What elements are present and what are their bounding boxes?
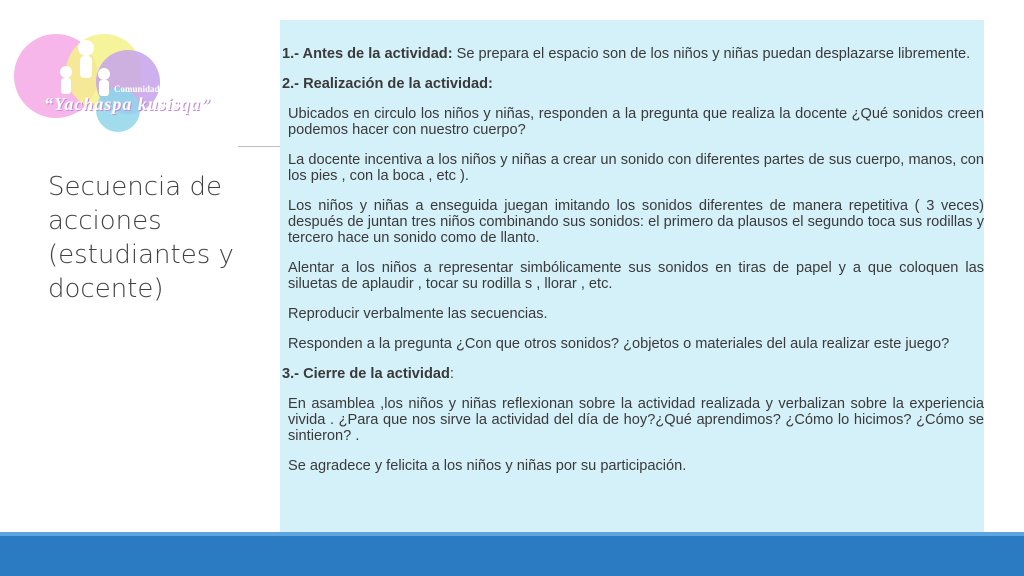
section-3-colon: : [449,366,454,382]
section-2-paragraph-4: Alentar a los niños a representar simbólicamente sus sonidos en tiras de papel y a que coloquen las siluetas de aplaudir , tocar su rodilla s , llorar , etc. [288,260,984,292]
title-divider [238,146,282,147]
section-3-heading-line [282,366,984,382]
section-2-paragraph-5: Reproducir verbalmente las secuencias. [288,306,548,322]
section-3-paragraph-2: Se agradece y felicita a los niños y niñas por su participación. [288,458,687,474]
section-2-paragraph-3: Los niños y niñas a enseguida juegan imitando los sonidos diferentes de manera repetitiva ( 3 veces) después de juntan tres niños combinando sus sonidos: el primero da plausos el segundo toca sus rodillas y tercero hace un sonido como de llanto. [288,198,984,246]
activity-sequence [282,46,984,474]
section-2-heading: 2.- Realización de la actividad: [282,76,493,92]
section-3-heading: 3.- Cierre de la actividad [282,366,450,382]
logo-text-line2: “Yachaspa kusisqa” [44,94,211,114]
section-1-heading: 1.- Antes de la actividad: [282,46,453,62]
footer-accent-line [0,532,1024,536]
logo-text-line1: Comunidad Integral [114,84,193,94]
section-2-paragraph-6: Responden a la pregunta ¿Con que otros sonidos? ¿objetos o materiales del aula realizar este juego? [288,336,950,352]
slide-title: Secuencia de acciones (estudiantes y docente) [48,172,234,304]
footer-bar [0,532,1024,576]
section-2-paragraph-2: La docente incentiva a los niños y niñas a crear un sonido con diferentes partes de sus cuerpo, manos, con los pies , con la boca , etc ). [288,152,984,184]
section-1-text: Se prepara el espacio son de los niños y niñas puedan desplazarse libremente. [452,46,971,62]
section-3-paragraph-1: En asamblea ,los niños y niñas reflexionan sobre la actividad realizada y verbalizan sobre la experiencia vivida . ¿Para que nos sirve la actividad del día de hoy?¿Qué aprendimos? ¿Cómo lo hicimos? ¿Cómo se sintieron? . [288,396,984,444]
section-1 [282,46,984,62]
section-2-paragraph-1: Ubicados en circulo los niños y niñas, responden a la pregunta que realiza la docente ¿Qué sonidos creen podemos hacer con nuestro cuerpo? [288,106,984,138]
community-logo [8,32,238,142]
